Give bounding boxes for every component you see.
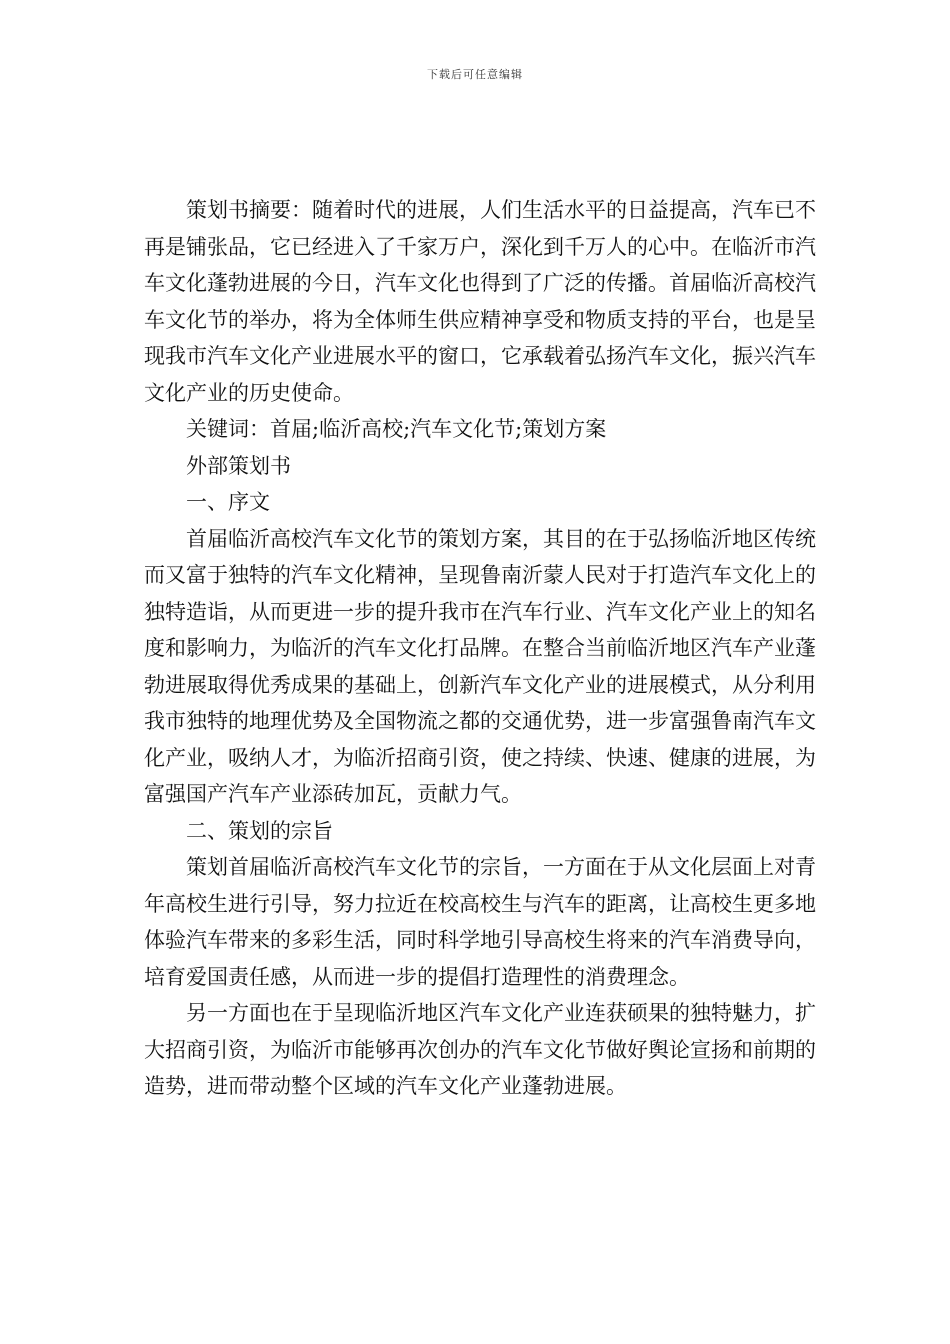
page-header-note: 下载后可任意编辑 xyxy=(427,68,523,81)
summary-paragraph: 策划书摘要：随着时代的进展，人们生活水平的日益提高，汽车已不再是铺张品，它已经进入了千家万户，深化到千万人的心中。在临沂市汽车文化蓬勃进展的今日，汽车文化也得到了广泛的传播。首届临沂高校汽车文化节的举办，将为全体师生供应精神享受和物质支持的平台，也是呈现我市汽车文化产业进展水平的窗口，它承载着弘扬汽车文化，振兴汽车文化产业的历史使命。 xyxy=(144,198,816,405)
section-1-paragraph: 首届临沂高校汽车文化节的策划方案，其目的在于弘扬临沂地区传统而又富于独特的汽车文化精神，呈现鲁南沂蒙人民对于打造汽车文化上的独特造诣，从而更进一步的提升我市在汽车行业、汽车文化产业上的知名度和影响力，为临沂的汽车文化打品牌。在整合当前临沂地区汽车产业蓬勃进展取得优秀成果的基础上，创新汽车文化产业的进展模式，从分利用我市独特的地理优势及全国物流之都的交通优势，进一步富强鲁南汽车文化产业，吸纳人才，为临沂招商引资，使之持续、快速、健康的进展，为富强国产汽车产业添砖加瓦，贡献力气。 xyxy=(144,526,816,806)
section-1-heading: 一、序文 xyxy=(186,490,270,514)
keywords-line: 关键词：首届;临沂高校;汽车文化节;策划方案 xyxy=(186,417,607,441)
section-2-heading: 二、策划的宗旨 xyxy=(186,818,333,843)
section-2-paragraph-1: 策划首届临沂高校汽车文化节的宗旨，一方面在于从文化层面上对青年高校生进行引导，努力拉近在校高校生与汽车的距离，让高校生更多地体验汽车带来的多彩生活，同时科学地引导高校生将来的汽车消费导向，培育爱国责任感，从而进一步的提倡打造理性的消费理念。 xyxy=(144,855,816,989)
document-body xyxy=(144,192,816,1105)
external-plan-title: 外部策划书 xyxy=(186,453,291,478)
section-2-paragraph-2: 另一方面也在于呈现临沂地区汽车文化产业连获硕果的独特魅力，扩大招商引资，为临沂市能够再次创办的汽车文化节做好舆论宣扬和前期的造势，进而带动整个区域的汽车文化产业蓬勃进展。 xyxy=(144,1001,816,1098)
